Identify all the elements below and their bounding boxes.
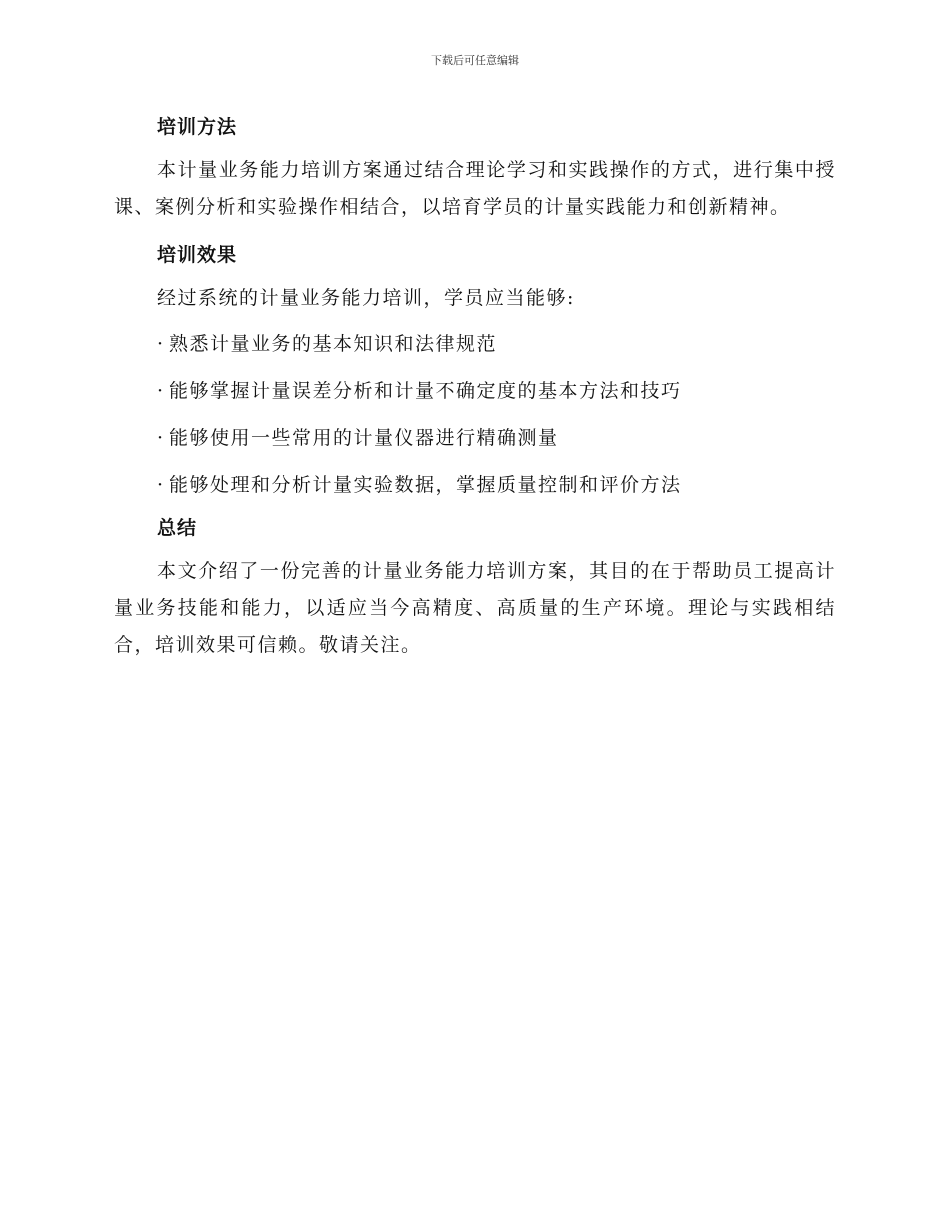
list-item bbox=[114, 321, 836, 368]
list-item-text: 能够处理和分析计量实验数据，掌握质量控制和评价方法 bbox=[169, 474, 682, 496]
document-body bbox=[114, 108, 836, 664]
bullet-mark: · bbox=[157, 427, 165, 449]
paragraph-training-method: 本计量业务能力培训方案通过结合理论学习和实践操作的方式，进行集中授课、案例分析和实验操作相结合，以培育学员的计量实践能力和创新精神。 bbox=[114, 159, 836, 218]
list-item bbox=[114, 462, 836, 509]
list-item bbox=[114, 415, 836, 462]
list-item-text: 能够掌握计量误差分析和计量不确定度的基本方法和技巧 bbox=[169, 380, 682, 402]
list-item bbox=[114, 368, 836, 415]
paragraph-training-effect-intro: 经过系统的计量业务能力培训，学员应当能够: bbox=[157, 287, 575, 309]
paragraph-summary: 本文介绍了一份完善的计量业务能力培训方案，其目的在于帮助员工提高计量业务技能和能力，以适应当今高精度、高质量的生产环境。理论与实践相结合，培训效果可信赖。敬请关注。 bbox=[114, 560, 836, 656]
section-heading-summary: 总结 bbox=[157, 517, 198, 539]
bullet-mark: · bbox=[157, 333, 165, 355]
section-heading-training-effect: 培训效果 bbox=[157, 244, 238, 266]
section-heading-training-method: 培训方法 bbox=[157, 116, 238, 138]
list-item-text: 熟悉计量业务的基本知识和法律规范 bbox=[169, 333, 498, 355]
bullet-list-training-effect bbox=[114, 321, 836, 509]
list-item-text: 能够使用一些常用的计量仪器进行精确测量 bbox=[169, 427, 559, 449]
bullet-mark: · bbox=[157, 380, 165, 402]
bullet-mark: · bbox=[157, 474, 165, 496]
page-header-note: 下载后可任意编辑 bbox=[431, 54, 519, 67]
